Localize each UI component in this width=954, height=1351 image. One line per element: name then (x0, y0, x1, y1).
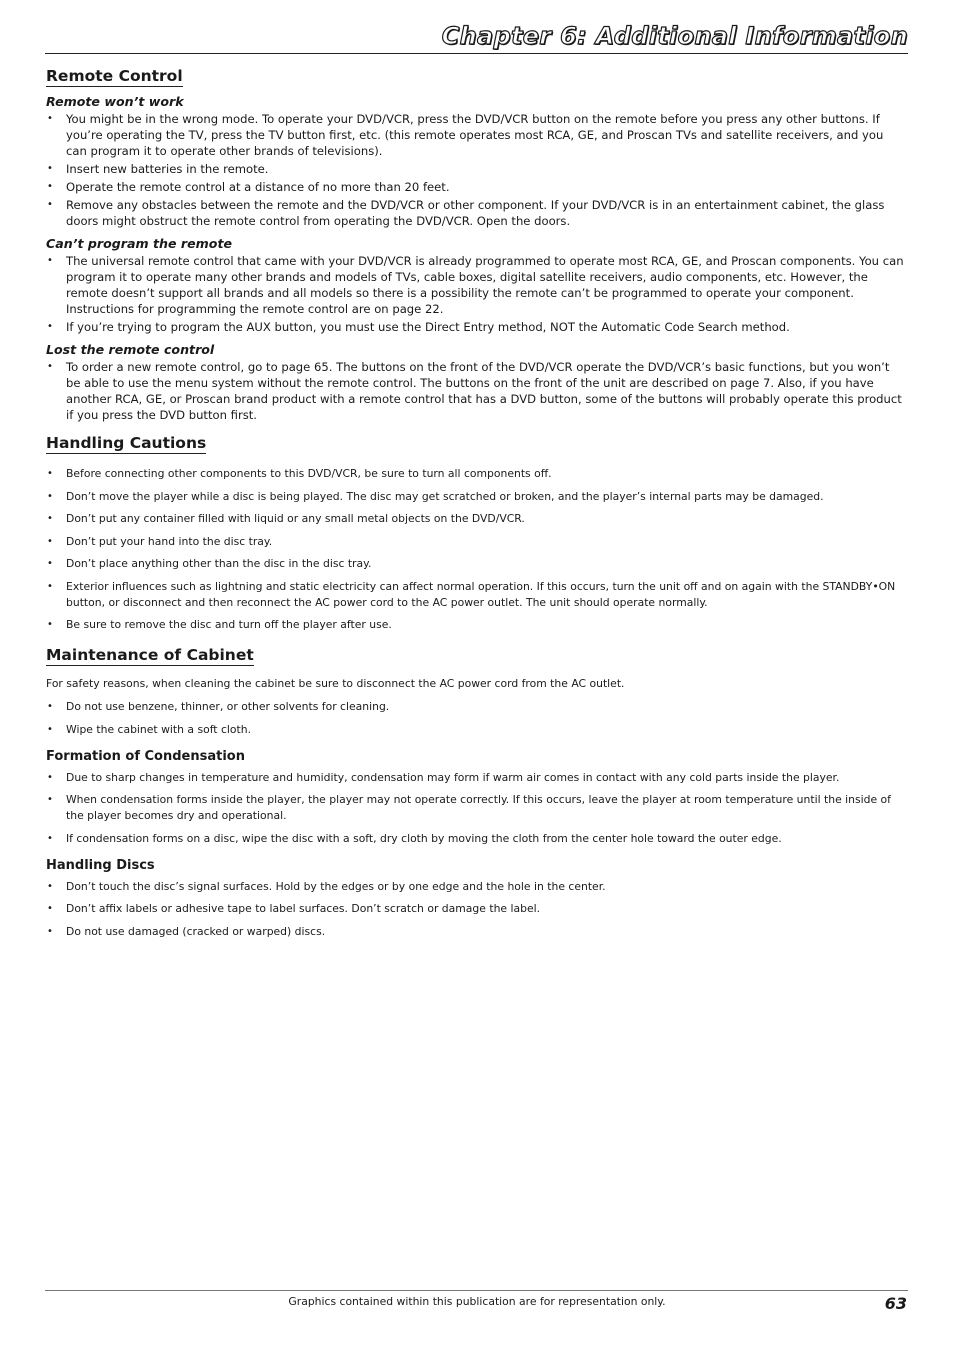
list-handling-discs (46, 879, 906, 940)
footer-rule (45, 1290, 908, 1291)
page-number: 63 (884, 1294, 907, 1313)
list-cant-program (46, 253, 906, 335)
list-item: • Be sure to remove the disc and turn off the player after use. (46, 617, 906, 633)
list-item: • Operate the remote control at a distance of no more than 20 feet. (46, 179, 906, 195)
list-item: • Don’t put your hand into the disc tray. (46, 534, 906, 550)
list-item: • Remove any obstacles between the remote and the DVD/VCR or other component. If your DVD/VCR is in an entertainment cabinet, the glass doors might obstruct the remote control from operating the DVD/VCR. Open the doors. (46, 197, 906, 229)
list-item: • When condensation forms inside the player, the player may not operate correctly. If this occurs, leave the player at room temperature until the inside of the player becomes dry and operational. (46, 792, 906, 824)
list-item: • Exterior influences such as lightning and static electricity can affect normal operation. If this occurs, turn the unit off and on again with the STANDBY•ON button, or disconnect and then reconnect the AC power cord to the AC power outlet. The unit should operate normally. (46, 579, 906, 611)
list-item: • Insert new batteries in the remote. (46, 161, 906, 177)
list-remote-wont-work (46, 111, 906, 229)
list-lost-remote (46, 359, 906, 423)
section-title-remote-control: Remote Control (46, 67, 183, 85)
subheading-remote-wont-work: Remote won’t work (46, 94, 184, 109)
chapter-title: Chapter 6: Additional Information (441, 22, 908, 50)
footer-note: Graphics contained within this publication are for representation only. (288, 1295, 666, 1308)
subheading-handling-discs: Handling Discs (46, 857, 155, 873)
list-condensation (46, 770, 906, 847)
section-title-maintenance: Maintenance of Cabinet (46, 646, 254, 664)
list-item: • Wipe the cabinet with a soft cloth. (46, 722, 906, 738)
list-item: • Due to sharp changes in temperature and humidity, condensation may form if warm air comes in contact with any cold parts inside the player. (46, 770, 906, 786)
list-item: • Do not use damaged (cracked or warped) discs. (46, 924, 906, 940)
page-content (46, 68, 906, 940)
list-item: • If you’re trying to program the AUX button, you must use the Direct Entry method, NOT the Automatic Code Search method. (46, 319, 906, 335)
list-item: • To order a new remote control, go to page 65. The buttons on the front of the DVD/VCR operate the DVD/VCR’s basic functions, but you won’t be able to use the menu system without the remote control. The buttons on the front of the unit are described on page 7. Also, if you have another RCA, GE, or Proscan brand product with a remote control that has a DVD button, some of the buttons will probably operate this product if you press the DVD button first. (46, 359, 906, 423)
list-item: • Do not use benzene, thinner, or other solvents for cleaning. (46, 699, 906, 715)
subheading-cant-program: Can’t program the remote (46, 236, 233, 251)
list-item: • Don’t put any container filled with liquid or any small metal objects on the DVD/VCR. (46, 511, 906, 527)
section-title-handling-cautions: Handling Cautions (46, 434, 207, 452)
list-item: • Don’t affix labels or adhesive tape to label surfaces. Don’t scratch or damage the label. (46, 901, 906, 917)
subheading-condensation: Formation of Condensation (46, 748, 245, 764)
list-handling-cautions (46, 466, 906, 633)
list-item: • Don’t move the player while a disc is being played. The disc may get scratched or broken, and the player’s internal parts may be damaged. (46, 489, 906, 505)
list-item: • Don’t touch the disc’s signal surfaces. Hold by the edges or by one edge and the hole in the center. (46, 879, 906, 895)
list-item: • The universal remote control that came with your DVD/VCR is already programmed to operate most RCA, GE, and Proscan components. You can program it to operate many other brands and models of TVs, cable boxes, digital satellite receivers, audio components, etc. However, the remote doesn’t support all brands and all models so there is a possibility the remote can’t be programmed to operate your component. Instructions for programming the remote control are on page 22. (46, 253, 906, 317)
list-item: • Don’t place anything other than the disc in the disc tray. (46, 556, 906, 572)
maintenance-intro: For safety reasons, when cleaning the cabinet be sure to disconnect the AC power cord from the AC outlet. (46, 677, 625, 690)
header-rule (45, 53, 908, 54)
list-item: • You might be in the wrong mode. To operate your DVD/VCR, press the DVD/VCR button on the remote before you press any other buttons. If you’re operating the TV, press the TV button first, etc. (this remote operates most RCA, GE, and Proscan TVs and satellite receivers, and you can program it to operate other brands of televisions). (46, 111, 906, 159)
list-maintenance (46, 699, 906, 738)
list-item: • Before connecting other components to this DVD/VCR, be sure to turn all components off. (46, 466, 906, 482)
list-item: • If condensation forms on a disc, wipe the disc with a soft, dry cloth by moving the cloth from the center hole toward the outer edge. (46, 831, 906, 847)
subheading-lost-remote: Lost the remote control (46, 342, 215, 357)
